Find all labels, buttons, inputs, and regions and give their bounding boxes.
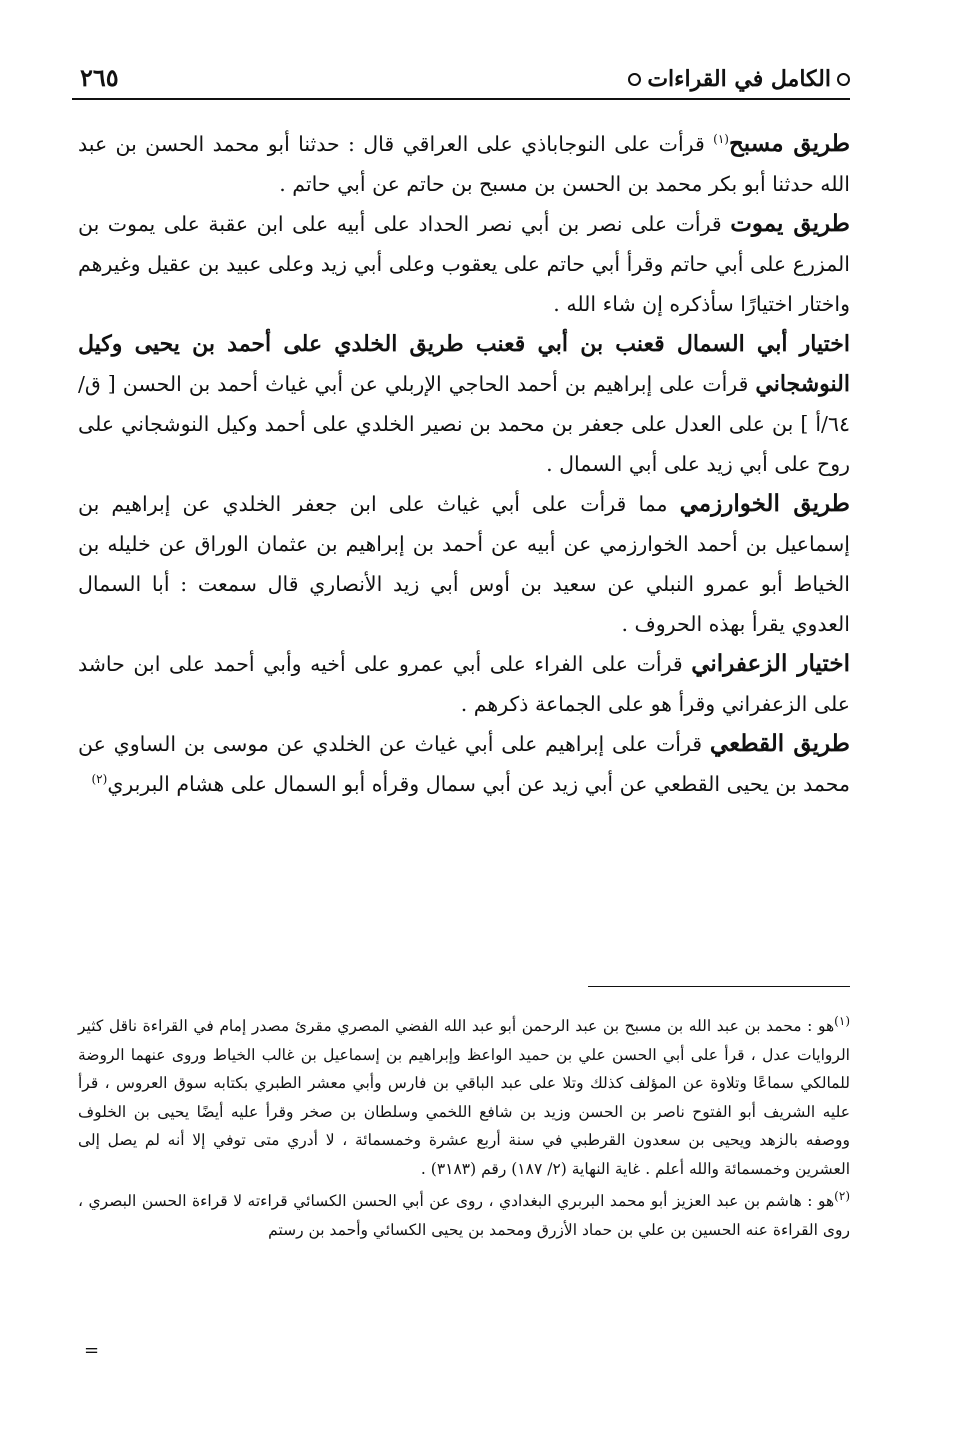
- running-title: الكامل في القراءات: [647, 66, 831, 92]
- section-keyword: طريق مسبح: [728, 130, 850, 157]
- circle-ornament-icon: [837, 73, 850, 86]
- section-keyword: طريق القطعي: [709, 730, 850, 757]
- main-text: [78, 124, 850, 804]
- section-heading: اختيار أبي السمال قعنب بن أبي قعنب طريق الخلدي على أحمد بن يحيى وكيل النوشجاني: [78, 331, 850, 397]
- page-header: [72, 58, 850, 100]
- paragraph-ikhtiyar-abi-assammal: [78, 324, 850, 484]
- circle-ornament-icon: [628, 73, 641, 86]
- footnote-divider: [588, 986, 850, 987]
- paragraph-tariq-alkhwarizmi: [78, 484, 850, 644]
- footnotes: [78, 1012, 850, 1248]
- section-keyword: طريق الخوارزمي: [679, 490, 850, 517]
- footnote-text: هو : محمد بن عبد الله بن مسبح بن عبد الرحمن أبو عبد الله الفضي المصري مقرئ مصدر إمام في القراءة ناقل كثير الروايات عدل ، قرأ على أبي الحسن علي بن حميد الواعظ وإبراهيم بن إسماعيل بن غالب الخياط وروى عنهما الروضة للمالكي سماعًا وتلاوة عن المؤلف كذلك وتلا على عبد الباقي بن فارس وأبي معشر الطبري بكتابه سوق العروس ، قرأ عليه الشريف أبو الفتوح ناصر بن الحسن وزيد بن شافع اللخمي وسلطان بن صخر وقرأ عليه أيضًا يحيى بن الخلوف ووصفه بالزهد ويحيى بن سعدون القرطبي في سنة أربع عشرة وخمسمائة ، لا أدري متى توفي إلا أنه لم يصل إلى العشرين وخمسمائة والله أعلم . غاية النهاية (٢/ ١٨٧) رقم (٣١٨٣) .: [78, 1017, 850, 1178]
- paragraph-tariq-alqutai: [78, 724, 850, 804]
- footnote-ref: (٢): [91, 772, 108, 787]
- footnote-number: (٢): [834, 1188, 850, 1203]
- paragraph-text: قرأت على إبراهيم بن أحمد الحاجي الإربلي عن أبي غياث أحمد بن الحسن [ ق/ ٦٤/أ ] بن على العدل على جعفر بن محمد بن نصير الخلدي على أحمد وكيل النوشجاني على روح على أبي زيد على أبي السمال .: [78, 372, 850, 476]
- running-title-group: [628, 66, 850, 98]
- paragraph-text: قرأت على الفراء على أبي عمرو على أخيه وأبي أحمد على ابن حاشد على الزعفراني وقرأ هو على الجماعة ذكرهم .: [78, 652, 850, 716]
- footnote-number: (١): [834, 1013, 850, 1028]
- paragraph-text: مما قرأت على أبي غياث على ابن جعفر الخلدي عن إبراهيم بن إسماعيل بن أحمد الخوارزمي عن أبيه عن أحمد بن إبراهيم بن عثمان الوراق عن خليله بن الخياط أبو عمرو النبلي عن سعيد بن أوس أبي زيد الأنصاري قال سمعت : أبا السمال العدوي يقرأ بهذه الحروف .: [78, 492, 850, 636]
- section-keyword: طريق يموت: [730, 210, 850, 237]
- section-keyword: اختيار الزعفراني: [691, 650, 850, 677]
- paragraph-text: قرأت على نصر بن أبي نصر الحداد على أبيه على ابن عقبة على يموت بن المزرع على أبي حاتم وقرأ أبي حاتم على يعقوب وعلى أبي زيد وعلى عبيد بن عقيل وغيرهم واختار اختيارًا سأذكره إن شاء الله .: [78, 212, 850, 316]
- footnote-2: [78, 1187, 850, 1244]
- paragraph-ikhtiyar-azzafarani: [78, 644, 850, 724]
- paragraph-text: قرأت على إبراهيم على أبي غياث عن الخلدي عن موسى بن الساوي عن محمد بن يحيى القطعي عن أبي زيد عن أبي سمال وقرأه أبو السمال على هشام البربري: [78, 732, 850, 796]
- paragraph-text: قرأت على النوجاباذي على العراقي قال : حدثنا أبو محمد الحسن بن عبد الله حدثنا أبو بكر محمد بن الحسن بن مسبح بن حاتم عن أبي حاتم .: [78, 132, 850, 196]
- paragraph-tariq-yamut: [78, 204, 850, 324]
- page-number: ٢٦٥: [80, 63, 119, 92]
- paragraph-tariq-musabbih: [78, 124, 850, 204]
- footnote-ref: (١): [713, 132, 729, 147]
- footnote-1: [78, 1012, 850, 1183]
- continuation-mark: =: [84, 1340, 100, 1361]
- footnote-text: هو : هاشم بن عبد العزيز أبو محمد البربري البغدادي ، روى عن أبي الحسن الكسائي قراءته لا قراءة الحسن البصري ، روى القراءة عنه الحسين بن علي بن حماد الأزرق ومحمد بن يحيى الكسائي وأحمد بن رستم: [78, 1192, 850, 1239]
